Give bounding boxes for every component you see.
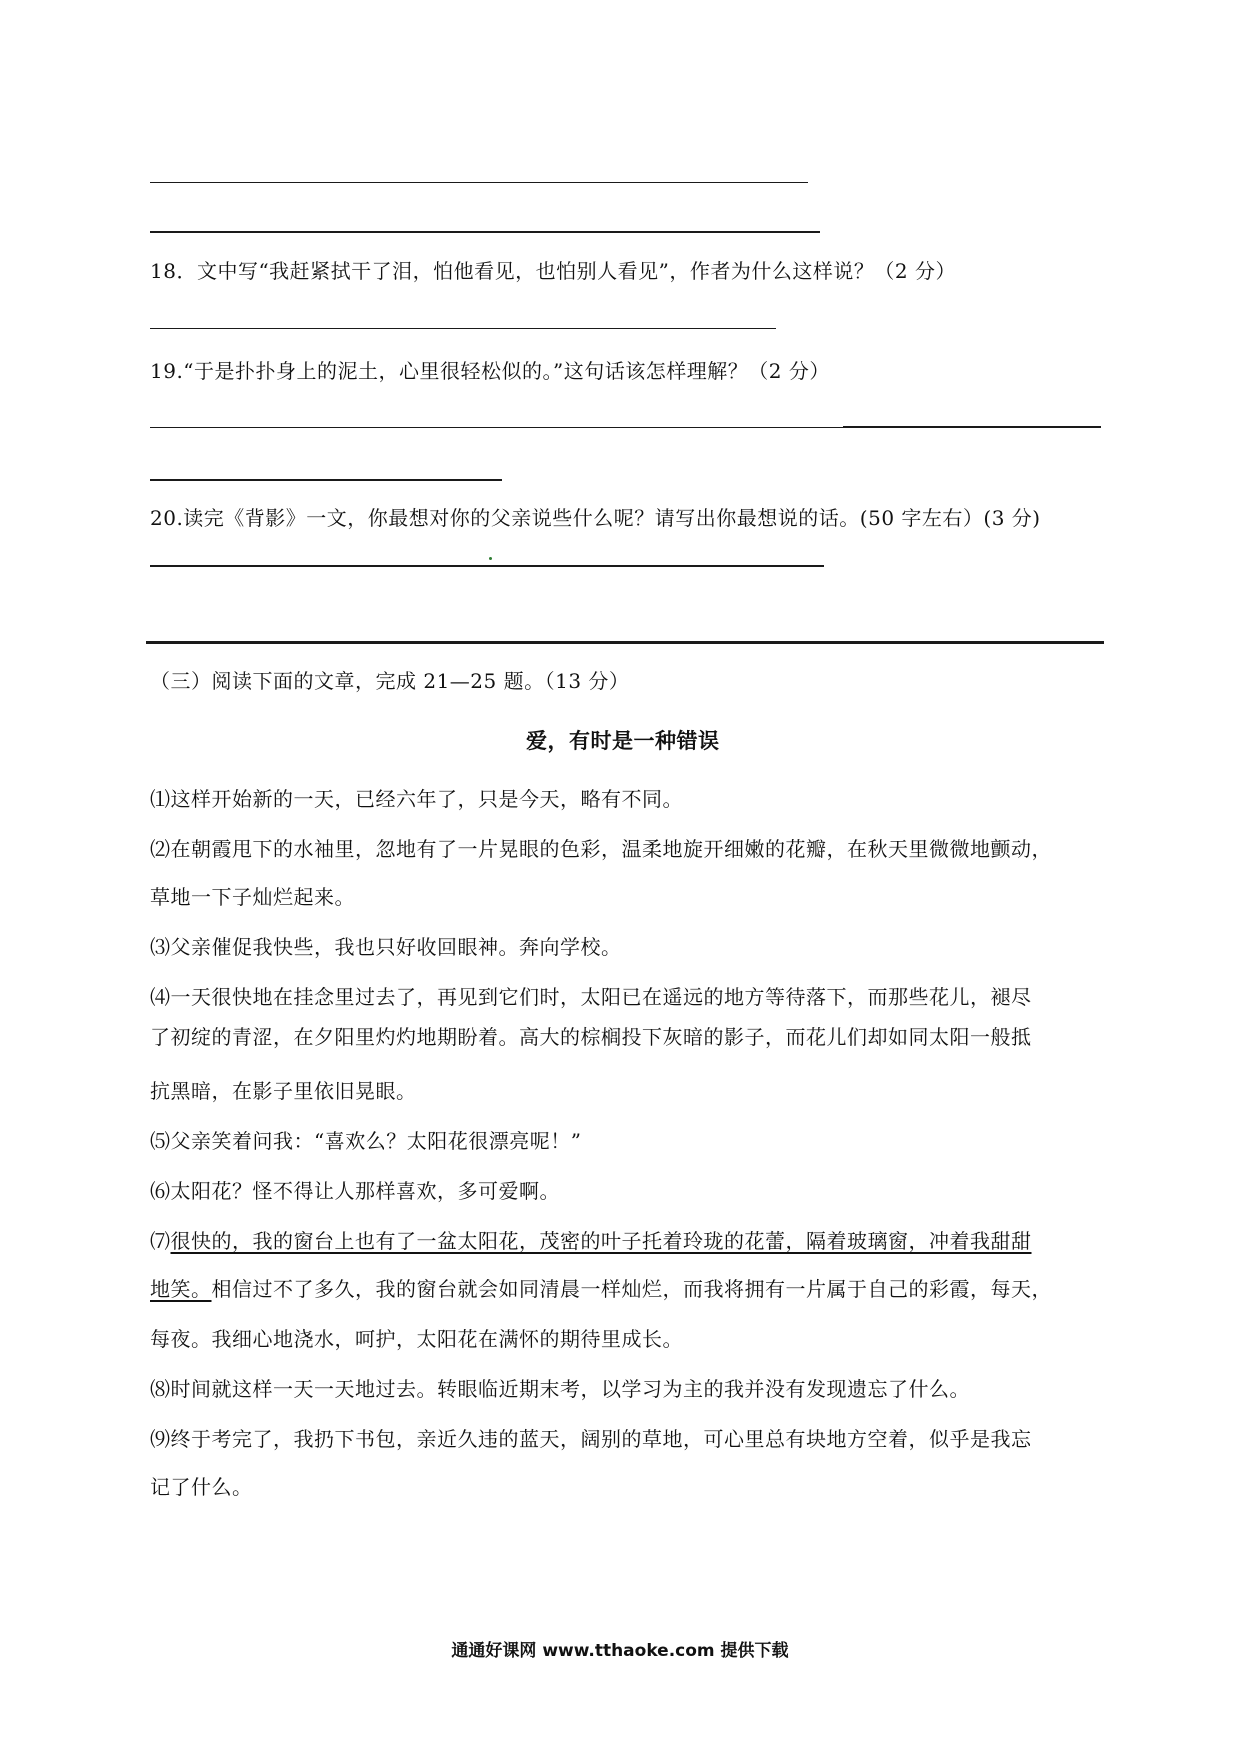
paragraph-7-line-3: 每夜。我细心地浇水，呵护，太阳花在满怀的期待里成长。 xyxy=(150,1327,683,1351)
page-footer: 通通好课网 www.tthaoke.com 提供下载 xyxy=(451,1641,789,1661)
answer-line xyxy=(150,427,843,428)
paragraph-4-line-3: 抗黑暗，在影子里依旧晃眼。 xyxy=(150,1079,417,1103)
answer-line xyxy=(150,182,808,183)
underlined-sentence-end: 地笑。 xyxy=(150,1277,212,1301)
answer-line xyxy=(150,231,820,233)
question-20: 20.读完《背影》一文，你最想对你的父亲说些什么呢？请写出你最想说的话。(50 字左右）(3 分) xyxy=(150,506,1041,530)
paragraph-7-line-1 xyxy=(150,1228,1032,1254)
paragraph-1: ⑴这样开始新的一天，已经六年了，只是今天，略有不同。 xyxy=(150,787,683,811)
paragraph-9-line-1: ⑼终于考完了，我扔下书包，亲近久违的蓝天，阔别的草地，可心里总有块地方空着，似乎是我忘 xyxy=(150,1427,1032,1451)
stray-mark xyxy=(489,557,492,560)
paragraph-7-marker: ⑺ xyxy=(150,1229,171,1253)
paragraph-4-line-1: ⑷一天很快地在挂念里过去了，再见到它们时，太阳已在遥远的地方等待落下，而那些花儿，褪尽 xyxy=(150,985,1032,1009)
paragraph-2-line-1: ⑵在朝霞甩下的水袖里，忽地有了一片晃眼的色彩，温柔地旋开细嫩的花瓣，在秋天里微微地颤动， xyxy=(150,837,1052,861)
article-title: 爱，有时是一种错误 xyxy=(526,728,720,753)
paragraph-7-line-2-text: 相信过不了多久，我的窗台就会如同清晨一样灿烂，而我将拥有一片属于自己的彩霞，每天， xyxy=(211,1277,1052,1301)
section-intro: （三）阅读下面的文章，完成 21—25 题。（13 分） xyxy=(150,669,630,693)
question-19: 19.“于是扑扑身上的泥土，心里很轻松似的。”这句话该怎样理解？（2 分） xyxy=(150,359,830,383)
paragraph-9-line-2: 记了什么。 xyxy=(150,1475,253,1499)
section-divider xyxy=(146,641,1104,644)
answer-line xyxy=(150,328,776,329)
paragraph-7-line-2 xyxy=(150,1276,1052,1302)
paragraph-8: ⑻时间就这样一天一天地过去。转眼临近期末考，以学习为主的我并没有发现遗忘了什么。 xyxy=(150,1377,970,1401)
paragraph-2-line-2: 草地一下子灿烂起来。 xyxy=(150,885,355,909)
paragraph-3: ⑶父亲催促我快些，我也只好收回眼神。奔向学校。 xyxy=(150,935,622,959)
paragraph-6: ⑹太阳花？怪不得让人那样喜欢，多可爱啊。 xyxy=(150,1179,560,1203)
answer-line xyxy=(843,426,1101,428)
paragraph-4-line-2: 了初绽的青涩，在夕阳里灼灼地期盼着。高大的棕榈投下灰暗的影子，而花儿们却如同太阳一般抵 xyxy=(150,1025,1032,1049)
answer-line xyxy=(150,565,824,567)
paragraph-5: ⑸父亲笑着问我：“喜欢么？太阳花很漂亮呢！” xyxy=(150,1129,582,1153)
answer-line xyxy=(150,479,502,481)
underlined-sentence: 很快的，我的窗台上也有了一盆太阳花，茂密的叶子托着玲珑的花蕾，隔着玻璃窗，冲着我甜甜 xyxy=(170,1229,1032,1253)
question-18: 18．文中写“我赶紧拭干了泪，怕他看见，也怕别人看见”，作者为什么这样说？（2 分） xyxy=(150,259,956,283)
